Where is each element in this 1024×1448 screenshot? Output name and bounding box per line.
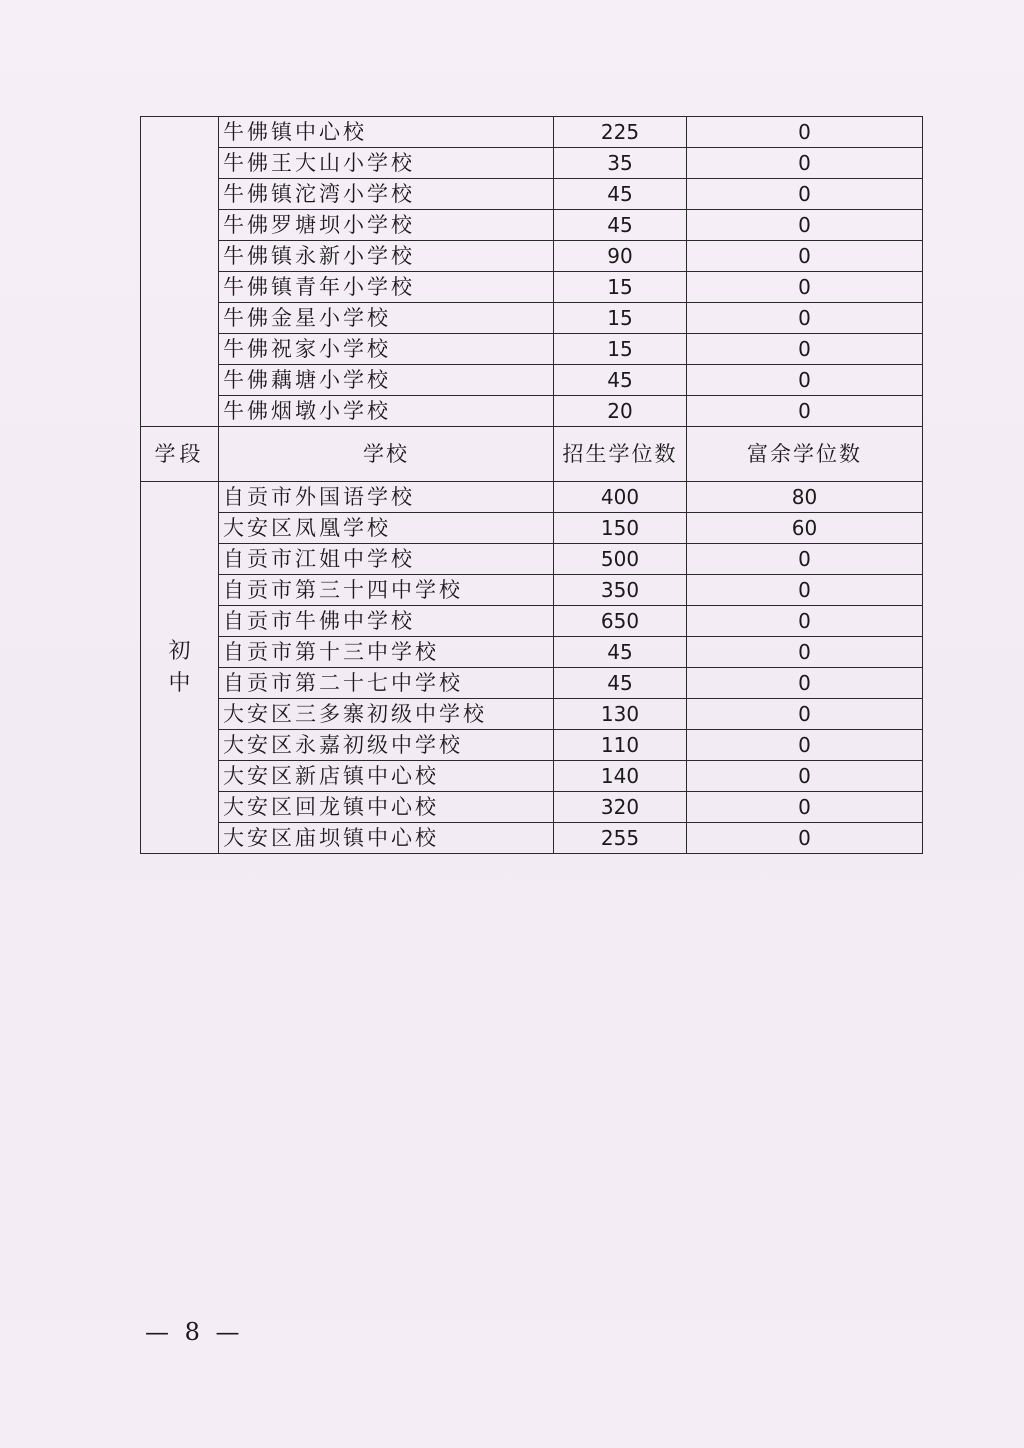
surplus-count-cell: 0 [687,544,923,575]
enrollment-table-container [140,116,922,854]
school-name-cell: 牛佛镇中心校 [219,117,554,148]
enroll-count-cell: 400 [554,482,687,513]
surplus-count-cell: 0 [687,303,923,334]
surplus-count-cell: 0 [687,606,923,637]
table-header-row [141,427,923,482]
enroll-count-cell: 20 [554,396,687,427]
school-name-cell: 牛佛镇青年小学校 [219,272,554,303]
school-name-cell: 大安区回龙镇中心校 [219,792,554,823]
enroll-count-cell: 130 [554,699,687,730]
enroll-count-cell: 255 [554,823,687,854]
school-name-cell: 牛佛镇沱湾小学校 [219,179,554,210]
enroll-count-cell: 140 [554,761,687,792]
stage-cell-junior-high [141,482,219,854]
school-name-cell: 自贡市江姐中学校 [219,544,554,575]
enroll-count-cell: 45 [554,210,687,241]
table-row [141,334,923,365]
surplus-count-cell: 0 [687,823,923,854]
enroll-count-cell: 35 [554,148,687,179]
school-name-cell: 牛佛王大山小学校 [219,148,554,179]
enroll-count-cell: 320 [554,792,687,823]
surplus-count-cell: 0 [687,637,923,668]
enroll-count-cell: 45 [554,365,687,396]
surplus-count-cell: 80 [687,482,923,513]
enroll-count-cell: 45 [554,668,687,699]
table-row [141,396,923,427]
header-enroll: 招生学位数 [554,427,687,482]
surplus-count-cell: 0 [687,761,923,792]
surplus-count-cell: 0 [687,148,923,179]
surplus-count-cell: 0 [687,334,923,365]
enroll-count-cell: 150 [554,513,687,544]
school-name-cell: 大安区凤凰学校 [219,513,554,544]
enroll-count-cell: 45 [554,637,687,668]
table-row [141,210,923,241]
table-row [141,792,923,823]
enroll-count-cell: 15 [554,334,687,365]
stage-cell-continued [141,117,219,427]
enroll-count-cell: 500 [554,544,687,575]
school-name-cell: 大安区庙坝镇中心校 [219,823,554,854]
surplus-count-cell: 60 [687,513,923,544]
table-row [141,241,923,272]
surplus-count-cell: 0 [687,575,923,606]
school-name-cell: 大安区三多寨初级中学校 [219,699,554,730]
surplus-count-cell: 0 [687,272,923,303]
school-name-cell: 自贡市第三十四中学校 [219,575,554,606]
school-name-cell: 自贡市牛佛中学校 [219,606,554,637]
table-row [141,699,923,730]
table-row [141,303,923,334]
enroll-count-cell: 350 [554,575,687,606]
enroll-count-cell: 45 [554,179,687,210]
school-name-cell: 自贡市外国语学校 [219,482,554,513]
table-row [141,668,923,699]
page-number: — 8 — [145,1318,244,1346]
enroll-count-cell: 15 [554,272,687,303]
enroll-count-cell: 110 [554,730,687,761]
school-name-cell: 自贡市第二十七中学校 [219,668,554,699]
stage-label: 初中 [168,638,191,696]
table-row [141,606,923,637]
school-name-cell: 自贡市第十三中学校 [219,637,554,668]
school-name-cell: 大安区新店镇中心校 [219,761,554,792]
enroll-count-cell: 650 [554,606,687,637]
school-name-cell: 牛佛祝家小学校 [219,334,554,365]
table-row [141,117,923,148]
table-row [141,272,923,303]
surplus-count-cell: 0 [687,210,923,241]
enrollment-table [140,116,923,854]
surplus-count-cell: 0 [687,730,923,761]
school-name-cell: 牛佛烟墩小学校 [219,396,554,427]
school-name-cell: 大安区永嘉初级中学校 [219,730,554,761]
enroll-count-cell: 90 [554,241,687,272]
table-row [141,513,923,544]
surplus-count-cell: 0 [687,792,923,823]
surplus-count-cell: 0 [687,396,923,427]
table-row [141,823,923,854]
table-row [141,730,923,761]
surplus-count-cell: 0 [687,117,923,148]
surplus-count-cell: 0 [687,241,923,272]
header-surplus: 富余学位数 [687,427,923,482]
header-school: 学校 [219,427,554,482]
enroll-count-cell: 225 [554,117,687,148]
surplus-count-cell: 0 [687,668,923,699]
table-row [141,575,923,606]
table-row [141,179,923,210]
header-stage: 学段 [141,427,219,482]
school-name-cell: 牛佛藕塘小学校 [219,365,554,396]
surplus-count-cell: 0 [687,179,923,210]
table-row [141,482,923,513]
enroll-count-cell: 15 [554,303,687,334]
school-name-cell: 牛佛罗塘坝小学校 [219,210,554,241]
school-name-cell: 牛佛镇永新小学校 [219,241,554,272]
table-row [141,544,923,575]
surplus-count-cell: 0 [687,365,923,396]
table-row [141,761,923,792]
table-row [141,637,923,668]
table-row [141,148,923,179]
surplus-count-cell: 0 [687,699,923,730]
school-name-cell: 牛佛金星小学校 [219,303,554,334]
table-row [141,365,923,396]
